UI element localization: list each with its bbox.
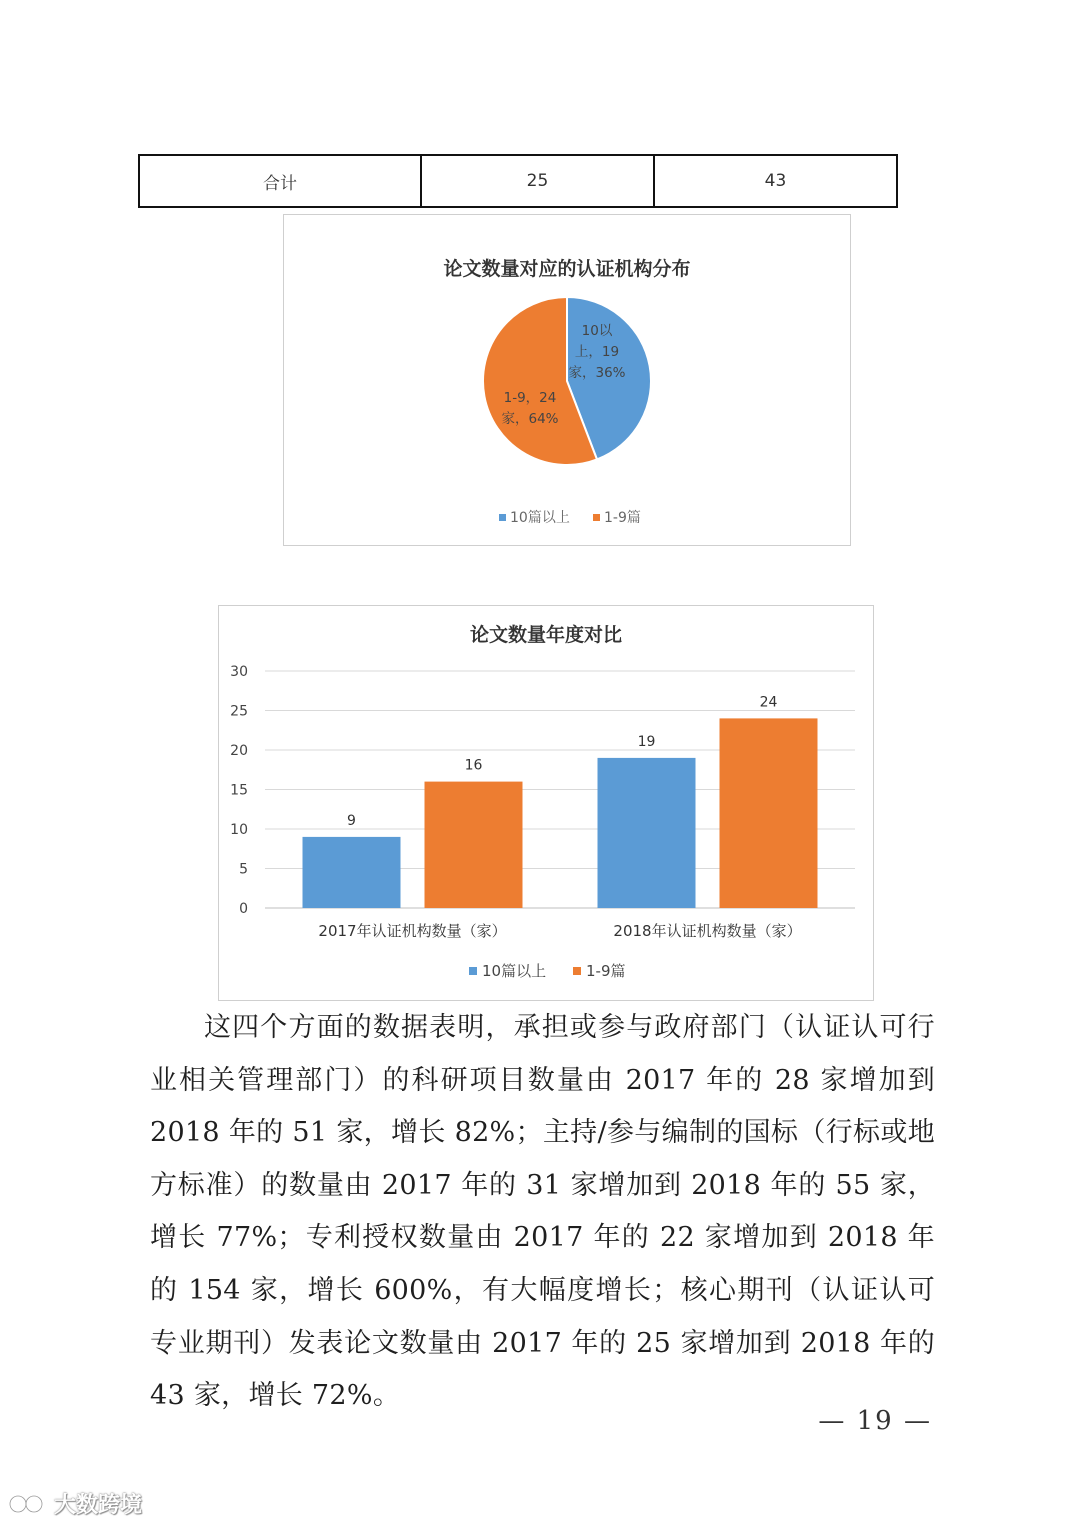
legend-swatch-blue	[499, 514, 506, 521]
y-tick-label: 20	[230, 743, 248, 759]
legend-swatch-orange	[573, 967, 581, 975]
table-cell-2018: 43	[654, 155, 897, 207]
pie-label-10plus-line2: 上，19	[574, 344, 620, 360]
pie-label-10plus-line3: 家，36%	[568, 365, 626, 381]
y-tick-label: 25	[230, 703, 248, 720]
bar-1to9-1	[720, 718, 818, 908]
legend-label-10plus: 10篇以上	[510, 510, 570, 526]
y-tick-label: 5	[239, 861, 248, 878]
y-tick-label: 0	[239, 901, 248, 917]
legend-label-10plus: 10篇以上	[482, 962, 547, 980]
bar-1to9-0	[425, 782, 523, 908]
y-tick-label: 30	[230, 664, 248, 680]
body-paragraph: 这四个方面的数据表明，承担或参与政府部门（认证认可行业相关管理部门）的科研项目数量由 2017 年的 28 家增加到 2018 年的 51 家，增长 82%；主持/参与编制的国标（行标或地方标准）的数量由 2017 年的 31 家增加到 2018 年的 55 家，增长 77%；专利授权数量由 2017 年的 22 家增加到 2018 年的 154 家，增长 600%，有大幅度增长；核心期刊（认证认可专业期刊）发表论文数量由 2017 年的 25 家增加到 2018 年的 43 家，增长 72%。	[150, 1012, 935, 1412]
bar-data-label: 24	[759, 694, 778, 711]
bar-chart-panel	[218, 605, 874, 1001]
table-cell-label: 合计	[139, 155, 421, 207]
summary-table	[138, 154, 898, 208]
page-number: — 19 —	[818, 1406, 932, 1436]
bar-data-label: 16	[464, 757, 483, 774]
pie-chart	[284, 215, 850, 545]
bar-data-label: 9	[347, 812, 356, 829]
bar-10plus-0	[303, 837, 401, 908]
watermark-logo-icon	[8, 1491, 48, 1517]
table-row	[139, 155, 897, 207]
pie-label-10plus-line1: 10以	[581, 323, 613, 339]
watermark	[8, 1488, 142, 1519]
pie-chart-panel	[283, 214, 851, 546]
y-tick-label: 10	[230, 822, 248, 838]
watermark-text: 大数跨境	[54, 1493, 143, 1518]
legend-label-1to9: 1-9篇	[586, 962, 626, 980]
bar-data-label: 19	[637, 733, 656, 750]
legend-swatch-blue	[469, 967, 477, 975]
y-tick-label: 15	[230, 782, 248, 799]
legend-label-1to9: 1-9篇	[604, 510, 641, 526]
table-cell-2017: 25	[421, 155, 654, 207]
x-category-label: 2017年认证机构数量（家）	[318, 922, 507, 940]
pie-label-1to9-line2: 家，64%	[501, 411, 559, 427]
pie-label-1to9-line1: 1-9，24	[503, 390, 557, 406]
bar-10plus-1	[598, 758, 696, 908]
x-category-label: 2018年认证机构数量（家）	[613, 922, 802, 940]
pie-chart-title: 论文数量对应的认证机构分布	[443, 258, 691, 280]
legend-swatch-orange	[593, 514, 600, 521]
bar-chart-title: 论文数量年度对比	[469, 624, 623, 646]
bar-chart	[219, 606, 873, 1000]
